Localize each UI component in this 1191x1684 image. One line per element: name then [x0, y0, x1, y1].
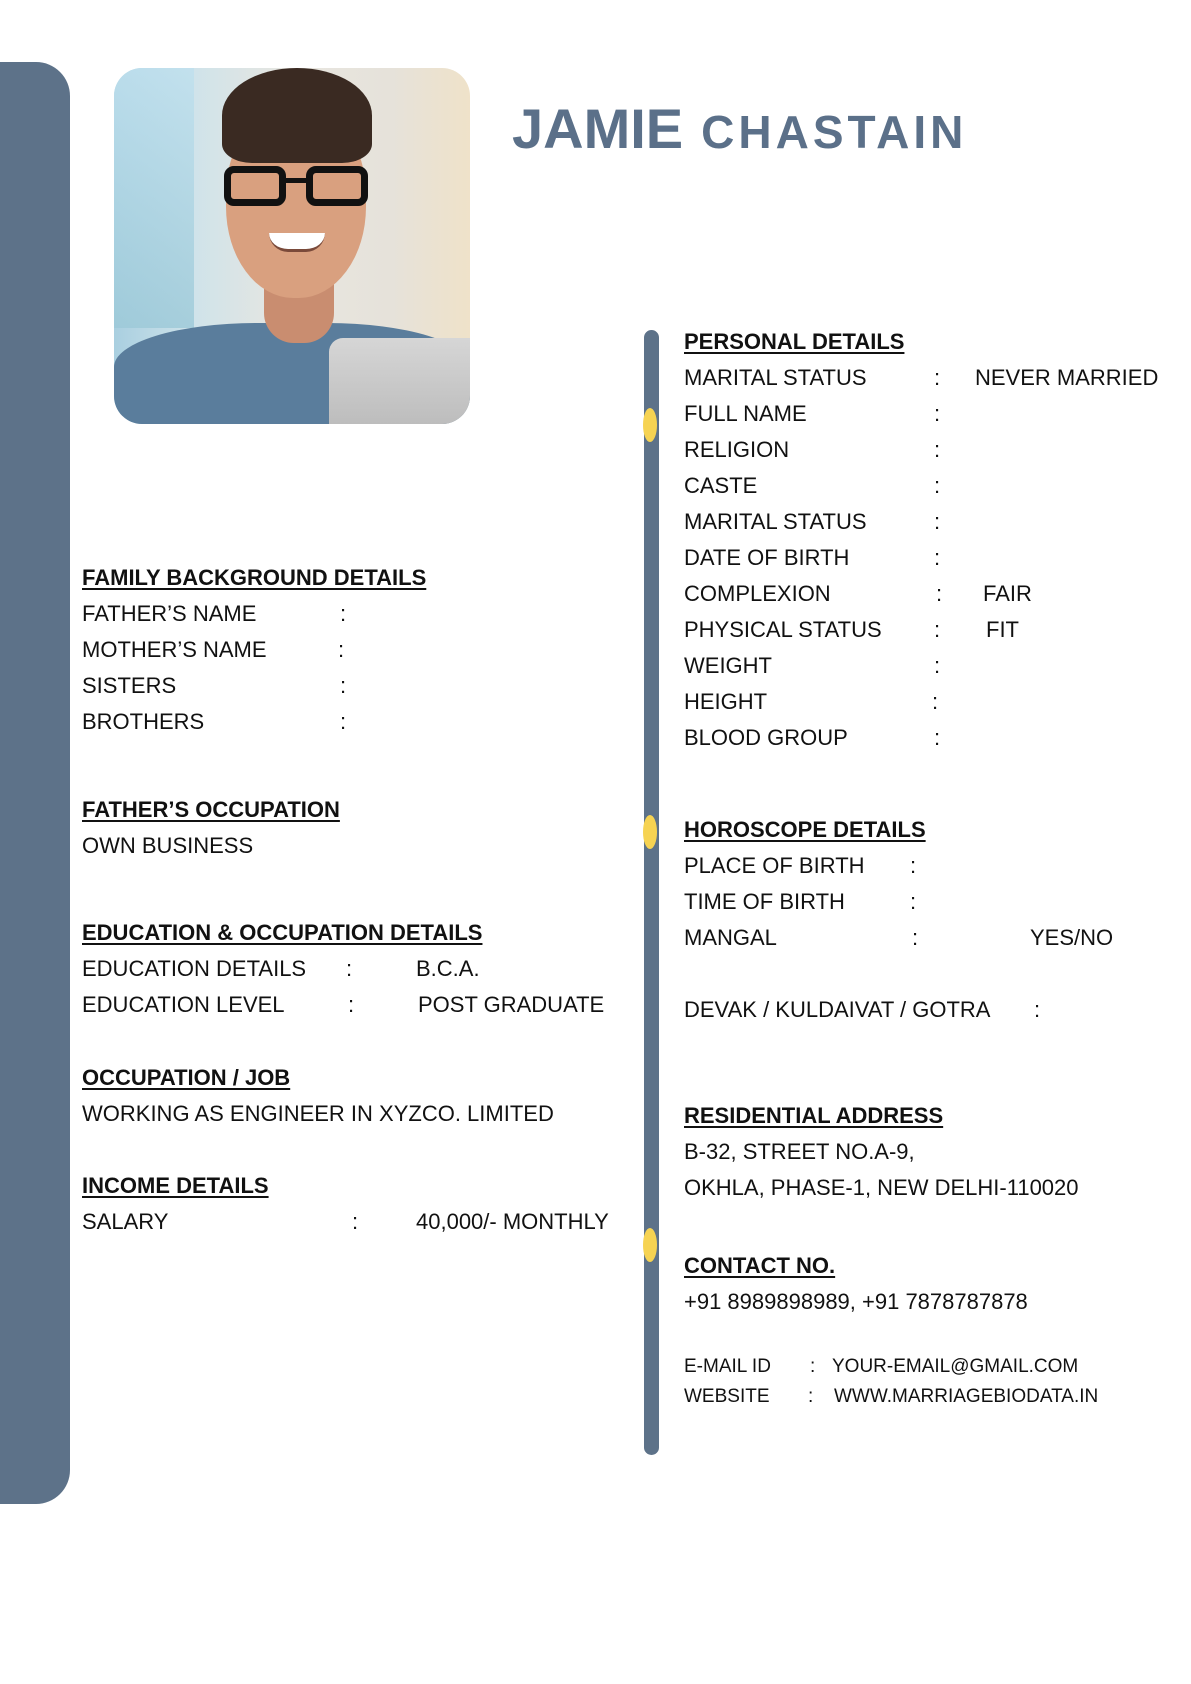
- yellow-dot-marker: [643, 815, 657, 849]
- income-section-title: INCOME DETAILS: [82, 1173, 269, 1198]
- occupation-value: WORKING AS ENGINEER IN XYZCO. LIMITED: [82, 1101, 554, 1126]
- yellow-dot-marker: [643, 1228, 657, 1262]
- address-section-title: RESIDENTIAL ADDRESS: [684, 1103, 944, 1128]
- photo-laptop: [329, 338, 470, 424]
- fathers-occupation-title: FATHER’S OCCUPATION: [82, 797, 340, 822]
- first-name: JAMIE: [512, 97, 684, 160]
- glasses-icon: [224, 166, 370, 208]
- photo-background-window: [114, 68, 194, 328]
- address-line-1: B-32, STREET NO.A-9,: [684, 1139, 915, 1164]
- personal-section-title: PERSONAL DETAILS: [684, 329, 905, 354]
- photo-hair: [222, 68, 372, 163]
- address-line-2: OKHLA, PHASE-1, NEW DELHI-110020: [684, 1175, 1079, 1200]
- profile-photo: [114, 68, 470, 424]
- education-section-title: EDUCATION & OCCUPATION DETAILS: [82, 920, 483, 945]
- family-section-title: FAMILY BACKGROUND DETAILS: [82, 565, 427, 590]
- website-link[interactable]: WWW.MARRIAGEBIODATA.IN: [834, 1386, 1099, 1407]
- vertical-divider: [644, 330, 659, 1455]
- last-name: CHASTAIN: [701, 106, 968, 158]
- occupation-section-title: OCCUPATION / JOB: [82, 1065, 291, 1090]
- email-link[interactable]: YOUR-EMAIL@GMAIL.COM: [832, 1356, 1079, 1377]
- horoscope-section-title: HOROSCOPE DETAILS: [684, 817, 926, 842]
- contact-phones: +91 8989898989, +91 7878787878: [684, 1289, 1028, 1314]
- page-title: [512, 96, 967, 161]
- contact-section-title: CONTACT NO.: [684, 1253, 836, 1278]
- yellow-dot-marker: [643, 408, 657, 442]
- fathers-occupation-value: OWN BUSINESS: [82, 833, 254, 858]
- left-accent-bar: [0, 62, 70, 1504]
